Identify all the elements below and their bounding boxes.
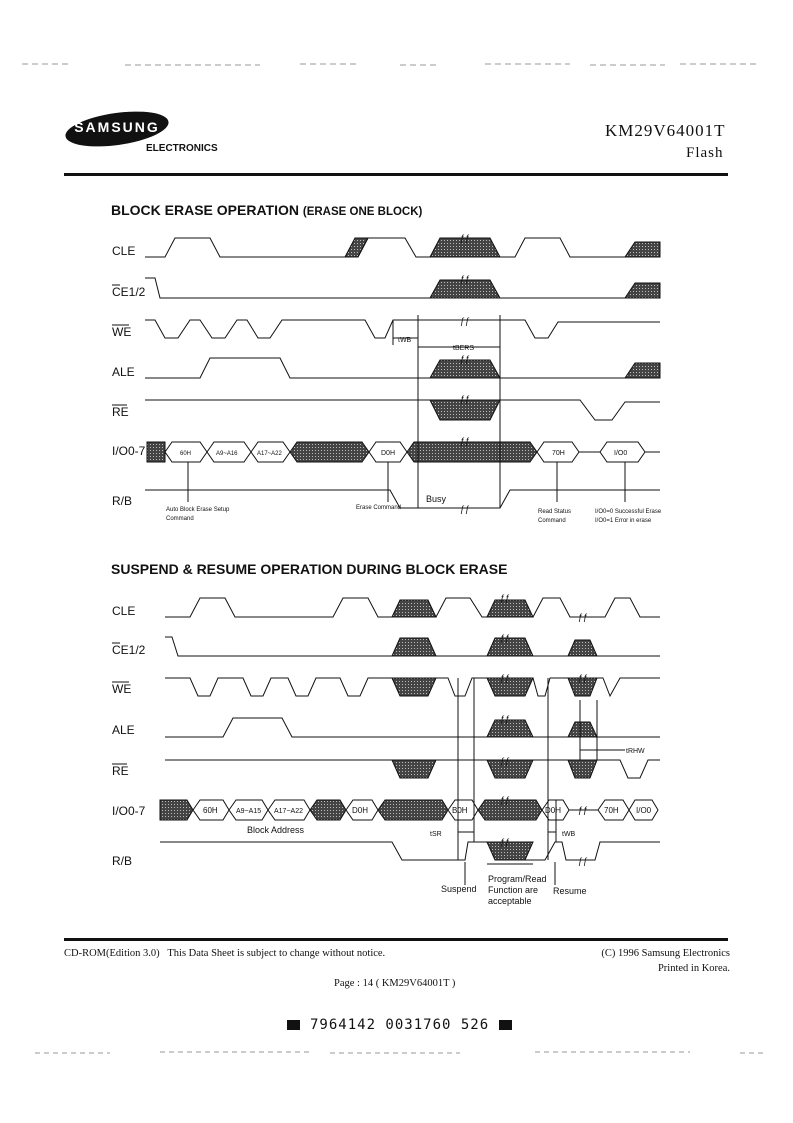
trhw-label: tRHW bbox=[626, 748, 645, 755]
note-read-2: Command bbox=[538, 518, 566, 524]
division-label: ELECTRONICS bbox=[146, 143, 218, 154]
sig-we: WE bbox=[112, 325, 132, 339]
ce2-wave bbox=[165, 637, 392, 656]
cle-wave-3 bbox=[500, 238, 625, 257]
re2-dc-3 bbox=[568, 760, 597, 778]
suspend-resume-title: SUSPEND & RESUME OPERATION DURING BLOCK ERASE bbox=[111, 561, 508, 577]
io-dontcare-mid bbox=[290, 442, 369, 462]
sig-io: I/O0-7 bbox=[112, 444, 146, 458]
cle2-dc-1 bbox=[392, 600, 436, 617]
sig2-rb: R/B bbox=[112, 854, 133, 868]
io2-label-io0: I/O0 bbox=[636, 806, 652, 815]
ce-dontcare-2 bbox=[625, 283, 660, 298]
block-erase-title bbox=[111, 202, 422, 218]
svg-text:ƒƒ: ƒƒ bbox=[460, 316, 471, 326]
sig2-re: RE bbox=[112, 764, 129, 778]
re2-wave-4 bbox=[597, 760, 660, 778]
svg-text:ƒƒ: ƒƒ bbox=[460, 274, 471, 284]
svg-text:ƒƒ: ƒƒ bbox=[500, 756, 511, 766]
svg-text:ƒƒ: ƒƒ bbox=[578, 673, 589, 683]
rb-wave bbox=[145, 490, 660, 508]
re2-dc-1 bbox=[392, 760, 436, 778]
we2-dc-1 bbox=[392, 678, 436, 696]
ce-wave bbox=[145, 278, 430, 298]
sig2-we: WE bbox=[112, 682, 132, 696]
svg-text:ƒƒ: ƒƒ bbox=[500, 673, 511, 683]
cle2-wave-2 bbox=[436, 598, 487, 617]
sig2-ale: ALE bbox=[112, 723, 135, 737]
io-label-addr2: A17~A22 bbox=[257, 451, 282, 457]
io2-dc-2 bbox=[378, 800, 448, 820]
we2-wave-4 bbox=[597, 678, 660, 696]
sig2-ce: CE1/2 bbox=[112, 643, 146, 657]
barcode-line bbox=[287, 1017, 512, 1033]
barcode-block-right bbox=[499, 1020, 512, 1030]
note-prog-2: Function are bbox=[488, 885, 539, 895]
note-erase: Erase Command bbox=[356, 505, 402, 511]
we2-wave-2 bbox=[436, 678, 487, 696]
cle-dontcare-3 bbox=[625, 242, 660, 257]
scan-noise-bottom bbox=[0, 1047, 793, 1059]
busy-label: Busy bbox=[426, 494, 447, 504]
sig-rb: R/B bbox=[112, 494, 133, 508]
io2-label-addr1: A9~A15 bbox=[236, 808, 262, 815]
block-erase-title-main: BLOCK ERASE OPERATION bbox=[111, 202, 299, 218]
io2-dc-mid bbox=[310, 800, 346, 820]
tbers-label: tBERS bbox=[453, 345, 475, 352]
note-result-2: I/O0=1 Error in erase bbox=[595, 518, 652, 524]
re-wave bbox=[145, 400, 660, 420]
io-label-70h: 70H bbox=[552, 450, 565, 457]
svg-text:ƒƒ: ƒƒ bbox=[460, 394, 471, 404]
sig-ale: ALE bbox=[112, 365, 135, 379]
io-label-d0h: D0H bbox=[381, 450, 396, 457]
we-wave bbox=[145, 320, 660, 338]
svg-text:ƒƒ: ƒƒ bbox=[500, 795, 511, 805]
tsr-label: tSR bbox=[430, 831, 442, 838]
ce2-dc-1 bbox=[392, 638, 436, 656]
part-number: KM29V64001T bbox=[605, 121, 726, 140]
cle2-wave-3 bbox=[533, 598, 660, 617]
svg-text:ƒƒ: ƒƒ bbox=[578, 612, 589, 622]
io-dontcare-start bbox=[147, 442, 165, 462]
footer-printed: Printed in Korea. bbox=[657, 963, 730, 974]
note-prog-1: Program/Read bbox=[488, 874, 547, 884]
cle-wave bbox=[145, 238, 345, 257]
io-dontcare-busy bbox=[407, 442, 537, 462]
io-label-60h: 60H bbox=[180, 451, 192, 457]
ale2-wave bbox=[165, 718, 487, 737]
svg-text:ƒƒ: ƒƒ bbox=[460, 436, 471, 446]
sig-cle: CLE bbox=[112, 244, 136, 258]
ce2-dc-3 bbox=[568, 640, 597, 656]
io-label-addr1: A9~A16 bbox=[216, 451, 238, 457]
twb-label: tWB bbox=[398, 337, 412, 344]
product-type: Flash bbox=[686, 145, 724, 161]
svg-text:ƒƒ: ƒƒ bbox=[500, 837, 511, 847]
note-setup-1: Auto Block Erase Setup bbox=[166, 507, 230, 513]
footer-copyright: (C) 1996 Samsung Electronics bbox=[601, 948, 730, 959]
svg-text:ƒƒ: ƒƒ bbox=[578, 805, 589, 815]
svg-text:ƒƒ: ƒƒ bbox=[460, 504, 471, 514]
note-prog-3: acceptable bbox=[488, 896, 532, 906]
note-suspend: Suspend bbox=[441, 884, 477, 894]
note-read-1: Read Status bbox=[538, 509, 572, 515]
ale2-dc-2 bbox=[568, 722, 597, 737]
scan-noise-top bbox=[0, 58, 793, 72]
note-setup-2: Command bbox=[166, 516, 194, 522]
io2-label-b0h: B0H bbox=[452, 806, 468, 815]
suspend-resume-timing-diagram bbox=[0, 585, 793, 915]
barcode-block-left bbox=[287, 1020, 300, 1030]
footer-rule bbox=[64, 938, 728, 941]
io2-label-60h: 60H bbox=[203, 806, 218, 815]
ale-wave bbox=[145, 358, 430, 378]
svg-text:ƒƒ: ƒƒ bbox=[460, 233, 471, 243]
io2-dc-start bbox=[160, 800, 193, 820]
ale-dontcare-2 bbox=[625, 363, 660, 378]
io2-label-70h: 70H bbox=[604, 806, 619, 815]
sig-ce: CE1/2 bbox=[112, 285, 146, 299]
cle-dontcare-1 bbox=[345, 238, 368, 257]
header-rule bbox=[64, 173, 728, 176]
samsung-logo-text: SAMSUNG bbox=[74, 119, 160, 135]
barcode-text: 7964142 0031760 526 bbox=[310, 1017, 490, 1033]
io2-label-d0h-2: D0H bbox=[545, 806, 562, 815]
block-erase-timing-diagram bbox=[0, 225, 793, 535]
io2-label-d0h: D0H bbox=[352, 806, 369, 815]
block-erase-title-sub: (ERASE ONE BLOCK) bbox=[302, 206, 423, 218]
we2-wave-3 bbox=[533, 678, 568, 696]
cle2-wave bbox=[165, 598, 392, 617]
svg-text:ƒƒ: ƒƒ bbox=[500, 633, 511, 643]
cle-wave-2 bbox=[358, 238, 430, 257]
twb2-label: tWB bbox=[562, 831, 576, 838]
sig2-cle: CLE bbox=[112, 604, 136, 618]
sig-re: RE bbox=[112, 405, 129, 419]
page-number: Page : 14 ( KM29V64001T ) bbox=[334, 978, 456, 989]
io2-label-addr2: A17~A22 bbox=[274, 808, 303, 815]
svg-text:ƒƒ: ƒƒ bbox=[578, 856, 589, 866]
sig2-io: I/O0-7 bbox=[112, 804, 146, 818]
samsung-logo bbox=[64, 111, 170, 147]
footer-left bbox=[64, 948, 385, 959]
svg-text:ƒƒ: ƒƒ bbox=[500, 714, 511, 724]
io-label-io0: I/O0 bbox=[614, 450, 628, 457]
note-result-1: I/O0=0 Successful Erase bbox=[595, 509, 662, 515]
note-block-address: Block Address bbox=[247, 825, 305, 835]
svg-text:ƒƒ: ƒƒ bbox=[500, 593, 511, 603]
svg-text:ƒƒ: ƒƒ bbox=[460, 354, 471, 364]
footer-notice: This Data Sheet is subject to change without notice. bbox=[167, 948, 386, 959]
footer-edition: CD-ROM(Edition 3.0) bbox=[64, 948, 160, 959]
we2-wave bbox=[165, 678, 392, 696]
note-resume: Resume bbox=[553, 886, 587, 896]
